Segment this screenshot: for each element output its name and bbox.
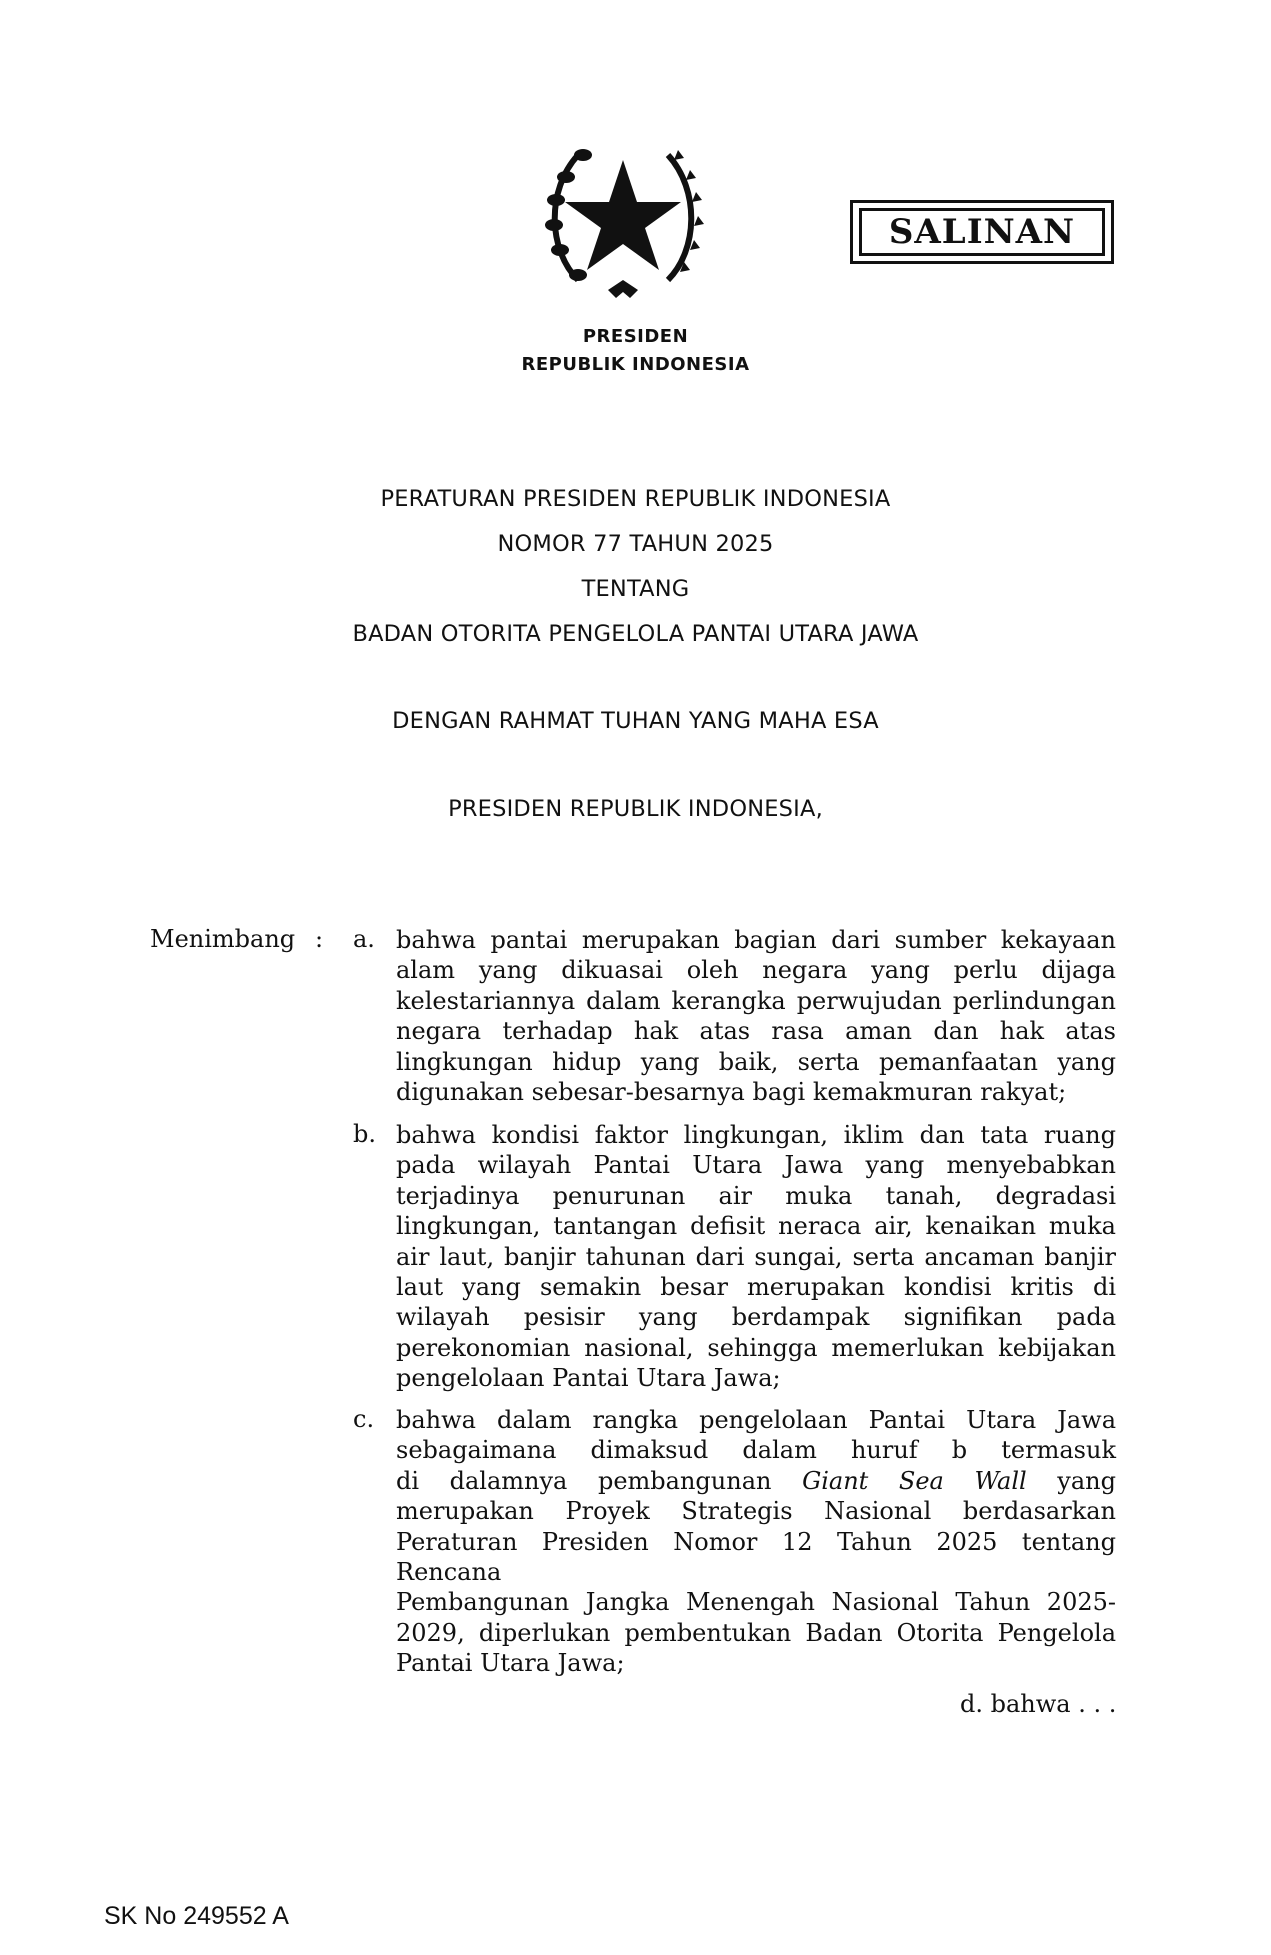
item-line: pengelolaan Pantai Utara Jawa;: [396, 1364, 781, 1393]
item-line: bahwa pantai merupakan bagian dari sumber kekayaan: [396, 926, 1116, 954]
sk-number: SK No 249552 A: [104, 1902, 289, 1930]
item-line: terjadinya penurunan air muka tanah, degradasi: [396, 1181, 1116, 1210]
item-line: wilayah pesisir yang berdampak signifikan pada: [396, 1303, 1116, 1332]
salinan-stamp: [850, 200, 1114, 264]
item-line: air laut, banjir tahunan dari sungai, serta ancaman banjir: [396, 1242, 1116, 1271]
item-line-part: yang: [1057, 1466, 1116, 1495]
item-line: sebagaimana dimaksud dalam huruf b termasuk: [396, 1436, 1116, 1465]
item-c-text: [396, 1405, 1116, 1679]
item-line: pada wilayah Pantai Utara Jawa yang menyebabkan: [396, 1151, 1116, 1180]
title-line-2: NOMOR 77 TAHUN 2025: [497, 531, 774, 557]
item-line: Pantai Utara Jawa;: [396, 1649, 625, 1678]
preamble-line-2: PRESIDEN REPUBLIK INDONESIA,: [448, 796, 823, 822]
item-line: negara terhadap hak atas rasa aman dan hak atas: [396, 1017, 1116, 1046]
item-line: kelestariannya dalam kerangka perwujudan perlindungan: [396, 986, 1116, 1015]
item-line: lingkungan, tantangan defisit neraca air, kenaikan muka: [396, 1212, 1116, 1241]
item-b-letter: b.: [353, 1120, 376, 1148]
menimbang-colon: :: [315, 925, 324, 953]
item-line: bahwa kondisi faktor lingkungan, iklim dan tata ruang: [396, 1121, 1116, 1149]
item-line: lingkungan hidup yang baik, serta pemanfaatan yang: [396, 1047, 1116, 1076]
item-line: alam yang dikuasai oleh negara yang perlu dijaga: [396, 956, 1116, 985]
giant-sea-wall-term: Giant Sea Wall: [802, 1466, 1027, 1495]
item-line: perekonomian nasional, sehingga memerlukan kebijakan: [396, 1333, 1116, 1362]
garuda-star-emblem-icon: [538, 130, 708, 305]
title-line-4: BADAN OTORITA PENGELOLA PANTAI UTARA JAWA: [352, 621, 919, 647]
header-presiden: PRESIDEN: [582, 326, 689, 347]
header-republik-indonesia: REPUBLIK INDONESIA: [521, 354, 750, 375]
title-line-1: PERATURAN PRESIDEN REPUBLIK INDONESIA: [380, 486, 891, 512]
item-line: merupakan Proyek Strategis Nasional berdasarkan: [396, 1497, 1116, 1526]
title-line-3: TENTANG: [581, 576, 690, 602]
item-line-part: di dalamnya pembangunan: [396, 1466, 772, 1495]
item-c-letter: c.: [353, 1405, 375, 1433]
item-line: Peraturan Presiden Nomor 12 Tahun 2025 tentang Rencana: [396, 1527, 1116, 1587]
item-b-text: [396, 1120, 1116, 1394]
page-continuation: d. bahwa . . .: [960, 1690, 1117, 1718]
item-line: [396, 1466, 1116, 1496]
item-line: 2029, diperlukan pembentukan Badan Otorita Pengelola: [396, 1618, 1116, 1647]
item-line: digunakan sebesar-besarnya bagi kemakmuran rakyat;: [396, 1078, 1067, 1107]
item-line: Pembangunan Jangka Menengah Nasional Tahun 2025-: [396, 1588, 1116, 1617]
preamble-line-1: DENGAN RAHMAT TUHAN YANG MAHA ESA: [392, 708, 879, 734]
salinan-label: SALINAN: [859, 208, 1105, 256]
item-a-text: [396, 925, 1116, 1107]
item-line: bahwa dalam rangka pengelolaan Pantai Utara Jawa: [396, 1406, 1116, 1434]
item-a-letter: a.: [353, 925, 375, 953]
item-line: laut yang semakin besar merupakan kondisi kritis di: [396, 1273, 1116, 1302]
menimbang-label: Menimbang: [150, 925, 296, 953]
